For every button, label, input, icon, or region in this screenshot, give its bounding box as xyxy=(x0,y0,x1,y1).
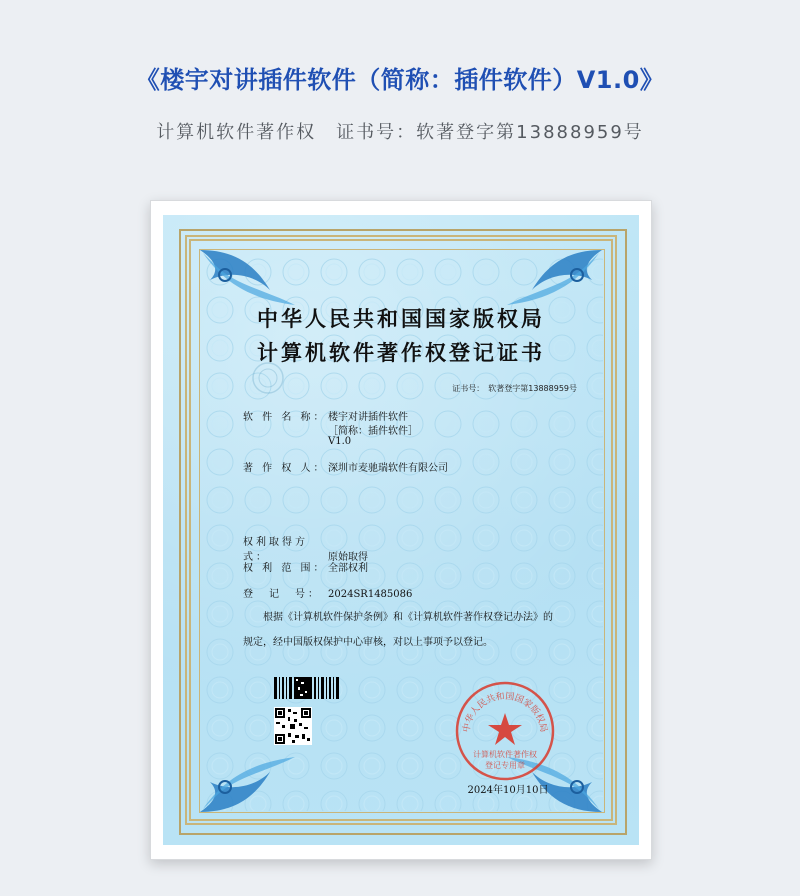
certificate-title-line2: 计算机软件著作权登记证书 xyxy=(257,340,545,365)
regno-row xyxy=(243,585,412,600)
acquire-value: 原始取得 xyxy=(328,552,368,563)
official-seal-stamp xyxy=(453,679,557,783)
watermark-emblem-icon xyxy=(251,361,285,395)
owner-value: 深圳市麦驰瑞软件有限公司 xyxy=(328,463,448,474)
software-version-row xyxy=(243,436,351,447)
barcode-icon xyxy=(274,677,339,699)
software-short-name-value: ［简称：插件软件］ xyxy=(328,426,418,437)
legal-paragraph-line2: 规定，经中国版权保护中心审核，对以上事项予以登记。 xyxy=(243,637,493,648)
regno-value: 2024SR1485086 xyxy=(328,589,413,600)
seal-text-top: 中华人民共和国国家版权局 xyxy=(461,691,549,734)
software-name-row xyxy=(243,408,408,423)
ornament-bottom-left xyxy=(195,737,305,817)
software-name-value: 楼宇对讲插件软件 xyxy=(328,412,408,423)
page-subtitle: 计算机软件著作权 证书号：软著登字第13888959号 xyxy=(156,122,644,143)
seal-text-bottom2: 登记专用章 xyxy=(485,761,525,770)
certificate-paper xyxy=(163,215,639,845)
certificate-number: 证书号： 软著登字第13888959号 xyxy=(452,384,577,393)
seal-text-bottom1: 计算机软件著作权 xyxy=(473,750,537,759)
scope-label: 权 利 范 围： xyxy=(243,563,327,574)
legal-paragraph xyxy=(243,605,583,655)
regno-label: 登 记 号： xyxy=(243,589,321,600)
software-name-label: 软 件 名 称： xyxy=(243,412,327,423)
certificate-frame xyxy=(150,200,652,860)
issue-date: 2024年10月10日 xyxy=(467,785,549,796)
qr-code-icon xyxy=(274,707,312,745)
software-version-value: V1.0 xyxy=(328,436,352,447)
certificate-title-line1: 中华人民共和国国家版权局 xyxy=(257,306,545,331)
scope-row xyxy=(243,559,368,574)
scope-value: 全部权利 xyxy=(328,563,368,574)
legal-paragraph-line1: 根据《计算机软件保护条例》和《计算机软件著作权登记办法》的 xyxy=(263,612,553,623)
owner-row xyxy=(243,459,448,474)
software-short-name-row xyxy=(243,422,418,437)
owner-label: 著 作 权 人： xyxy=(243,463,327,474)
acquire-label: 权利取得方式： xyxy=(243,537,308,563)
page-title: 《楼宇对讲插件软件（简称：插件软件）V1.0》 xyxy=(135,66,665,94)
